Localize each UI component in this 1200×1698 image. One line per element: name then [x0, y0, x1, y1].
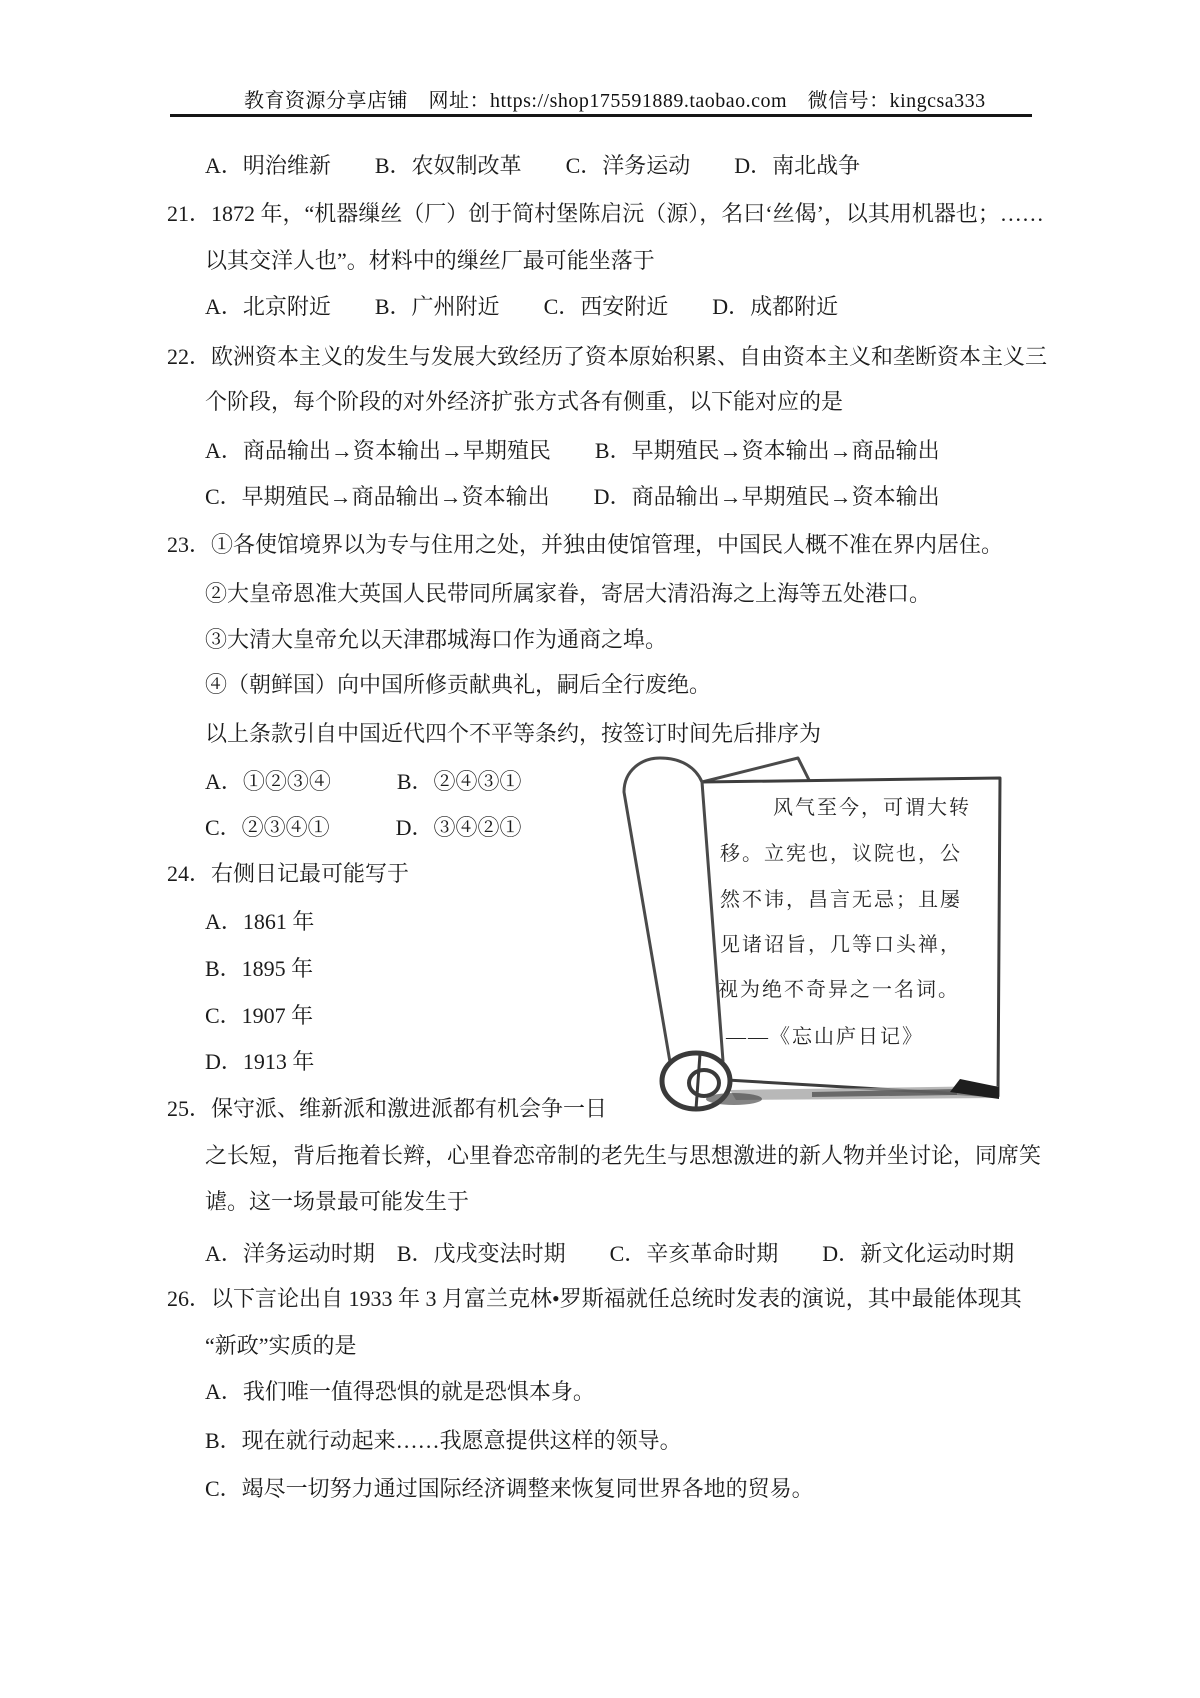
q23-options-ab: A．①②③④ B．②④③① [205, 769, 522, 794]
q25-stem-1: 25．保守派、维新派和激进派都有机会争一日 [167, 1096, 608, 1121]
q21-stem-2: 以其交洋人也”。材料中的缫丝厂最可能坐落于 [205, 248, 655, 273]
diary-line-1: 风气至今，可谓大转 [773, 797, 971, 819]
q23-stem: 以上条款引自中国近代四个不平等条约，按签订时间先后排序为 [205, 721, 822, 746]
q26-option-a: A．我们唯一值得恐惧的就是恐惧本身。 [205, 1379, 595, 1404]
q26-stem-1: 26．以下言论出自 1933 年 3 月富兰克林•罗斯福就任总统时发表的演说，其中最能体现其 [167, 1286, 1022, 1311]
q20-options: A．明治维新 B．农奴制改革 C．洋务运动 D．南北战争 [205, 153, 861, 178]
header-divider-rule [170, 114, 1032, 117]
diary-line-5: 视为绝不奇异之一名词。 [718, 979, 960, 1001]
q23-options-cd: C．②③④① D．③④②① [205, 815, 522, 840]
q26-stem-2: “新政”实质的是 [205, 1333, 357, 1358]
q23-clause-4: ④（朝鲜国）向中国所修贡献典礼，嗣后全行废绝。 [205, 672, 712, 697]
q25-stem-3: 谑。这一场景最可能发生于 [205, 1189, 470, 1214]
q22-options-cd: C．早期殖民→商品输出→资本输出 D．商品输出→早期殖民→资本输出 [205, 484, 940, 509]
q26-option-c: C．竭尽一切努力通过国际经济调整来恢复同世界各地的贸易。 [205, 1476, 814, 1501]
diary-line-4: 见诸诏旨，几等口头禅， [720, 934, 962, 956]
diary-illustration [612, 698, 1044, 1120]
q21-options: A．北京附近 B．广州附近 C．西安附近 D．成都附近 [205, 294, 839, 319]
q22-stem-2: 个阶段，每个阶段的对外经济扩张方式各有侧重，以下能对应的是 [205, 389, 844, 414]
shop-header: 教育资源分享店铺 网址：https://shop175591889.taobao.com 微信号：kingcsa333 [244, 90, 986, 112]
q22-stem-1: 22．欧洲资本主义的发生与发展大致经历了资本原始积累、自由资本主义和垄断资本主义三 [167, 344, 1048, 369]
q22-options-ab: A．商品输出→资本输出→早期殖民 B．早期殖民→资本输出→商品输出 [205, 438, 940, 463]
q25-stem-2: 之长短，背后拖着长辫，心里眷恋帝制的老先生与思想激进的新人物并坐讨论，同席笑 [205, 1143, 1042, 1168]
q23-clause-3: ③大清大皇帝允以天津郡城海口作为通商之埠。 [205, 627, 668, 652]
diary-source: ——《忘山庐日记》 [726, 1026, 924, 1048]
q24-option-d: D．1913 年 [205, 1049, 315, 1074]
q26-option-b: B．现在就行动起来……我愿意提供这样的领导。 [205, 1428, 682, 1453]
q24-option-c: C．1907 年 [205, 1003, 314, 1028]
q23-clause-1: 23．①各使馆境界以为专与住用之处，并独由使馆管理，中国民人概不准在界内居住。 [167, 532, 1004, 557]
q23-clause-2: ②大皇帝恩准大英国人民带同所属家眷，寄居大清沿海之上海等五处港口。 [205, 581, 932, 606]
q24-option-a: A．1861 年 [205, 909, 315, 934]
q24-stem: 24．右侧日记最可能写于 [167, 861, 410, 886]
diary-line-3: 然不讳，昌言无忌；且屡 [720, 889, 962, 911]
scroll-top-flap [702, 758, 809, 782]
q21-stem-1: 21．1872 年，“机器缫丝（厂）创于简村堡陈启沅（源），名曰‘丝偈’，以其用机器也；…… [167, 201, 1044, 226]
diary-line-2: 移。立宪也，议院也，公 [720, 843, 962, 865]
q25-options: A．洋务运动时期 B．戊戌变法时期 C．辛亥革命时期 D．新文化运动时期 [205, 1241, 1015, 1266]
q24-option-b: B．1895 年 [205, 956, 314, 981]
scroll-coil-shadow [706, 1093, 762, 1105]
